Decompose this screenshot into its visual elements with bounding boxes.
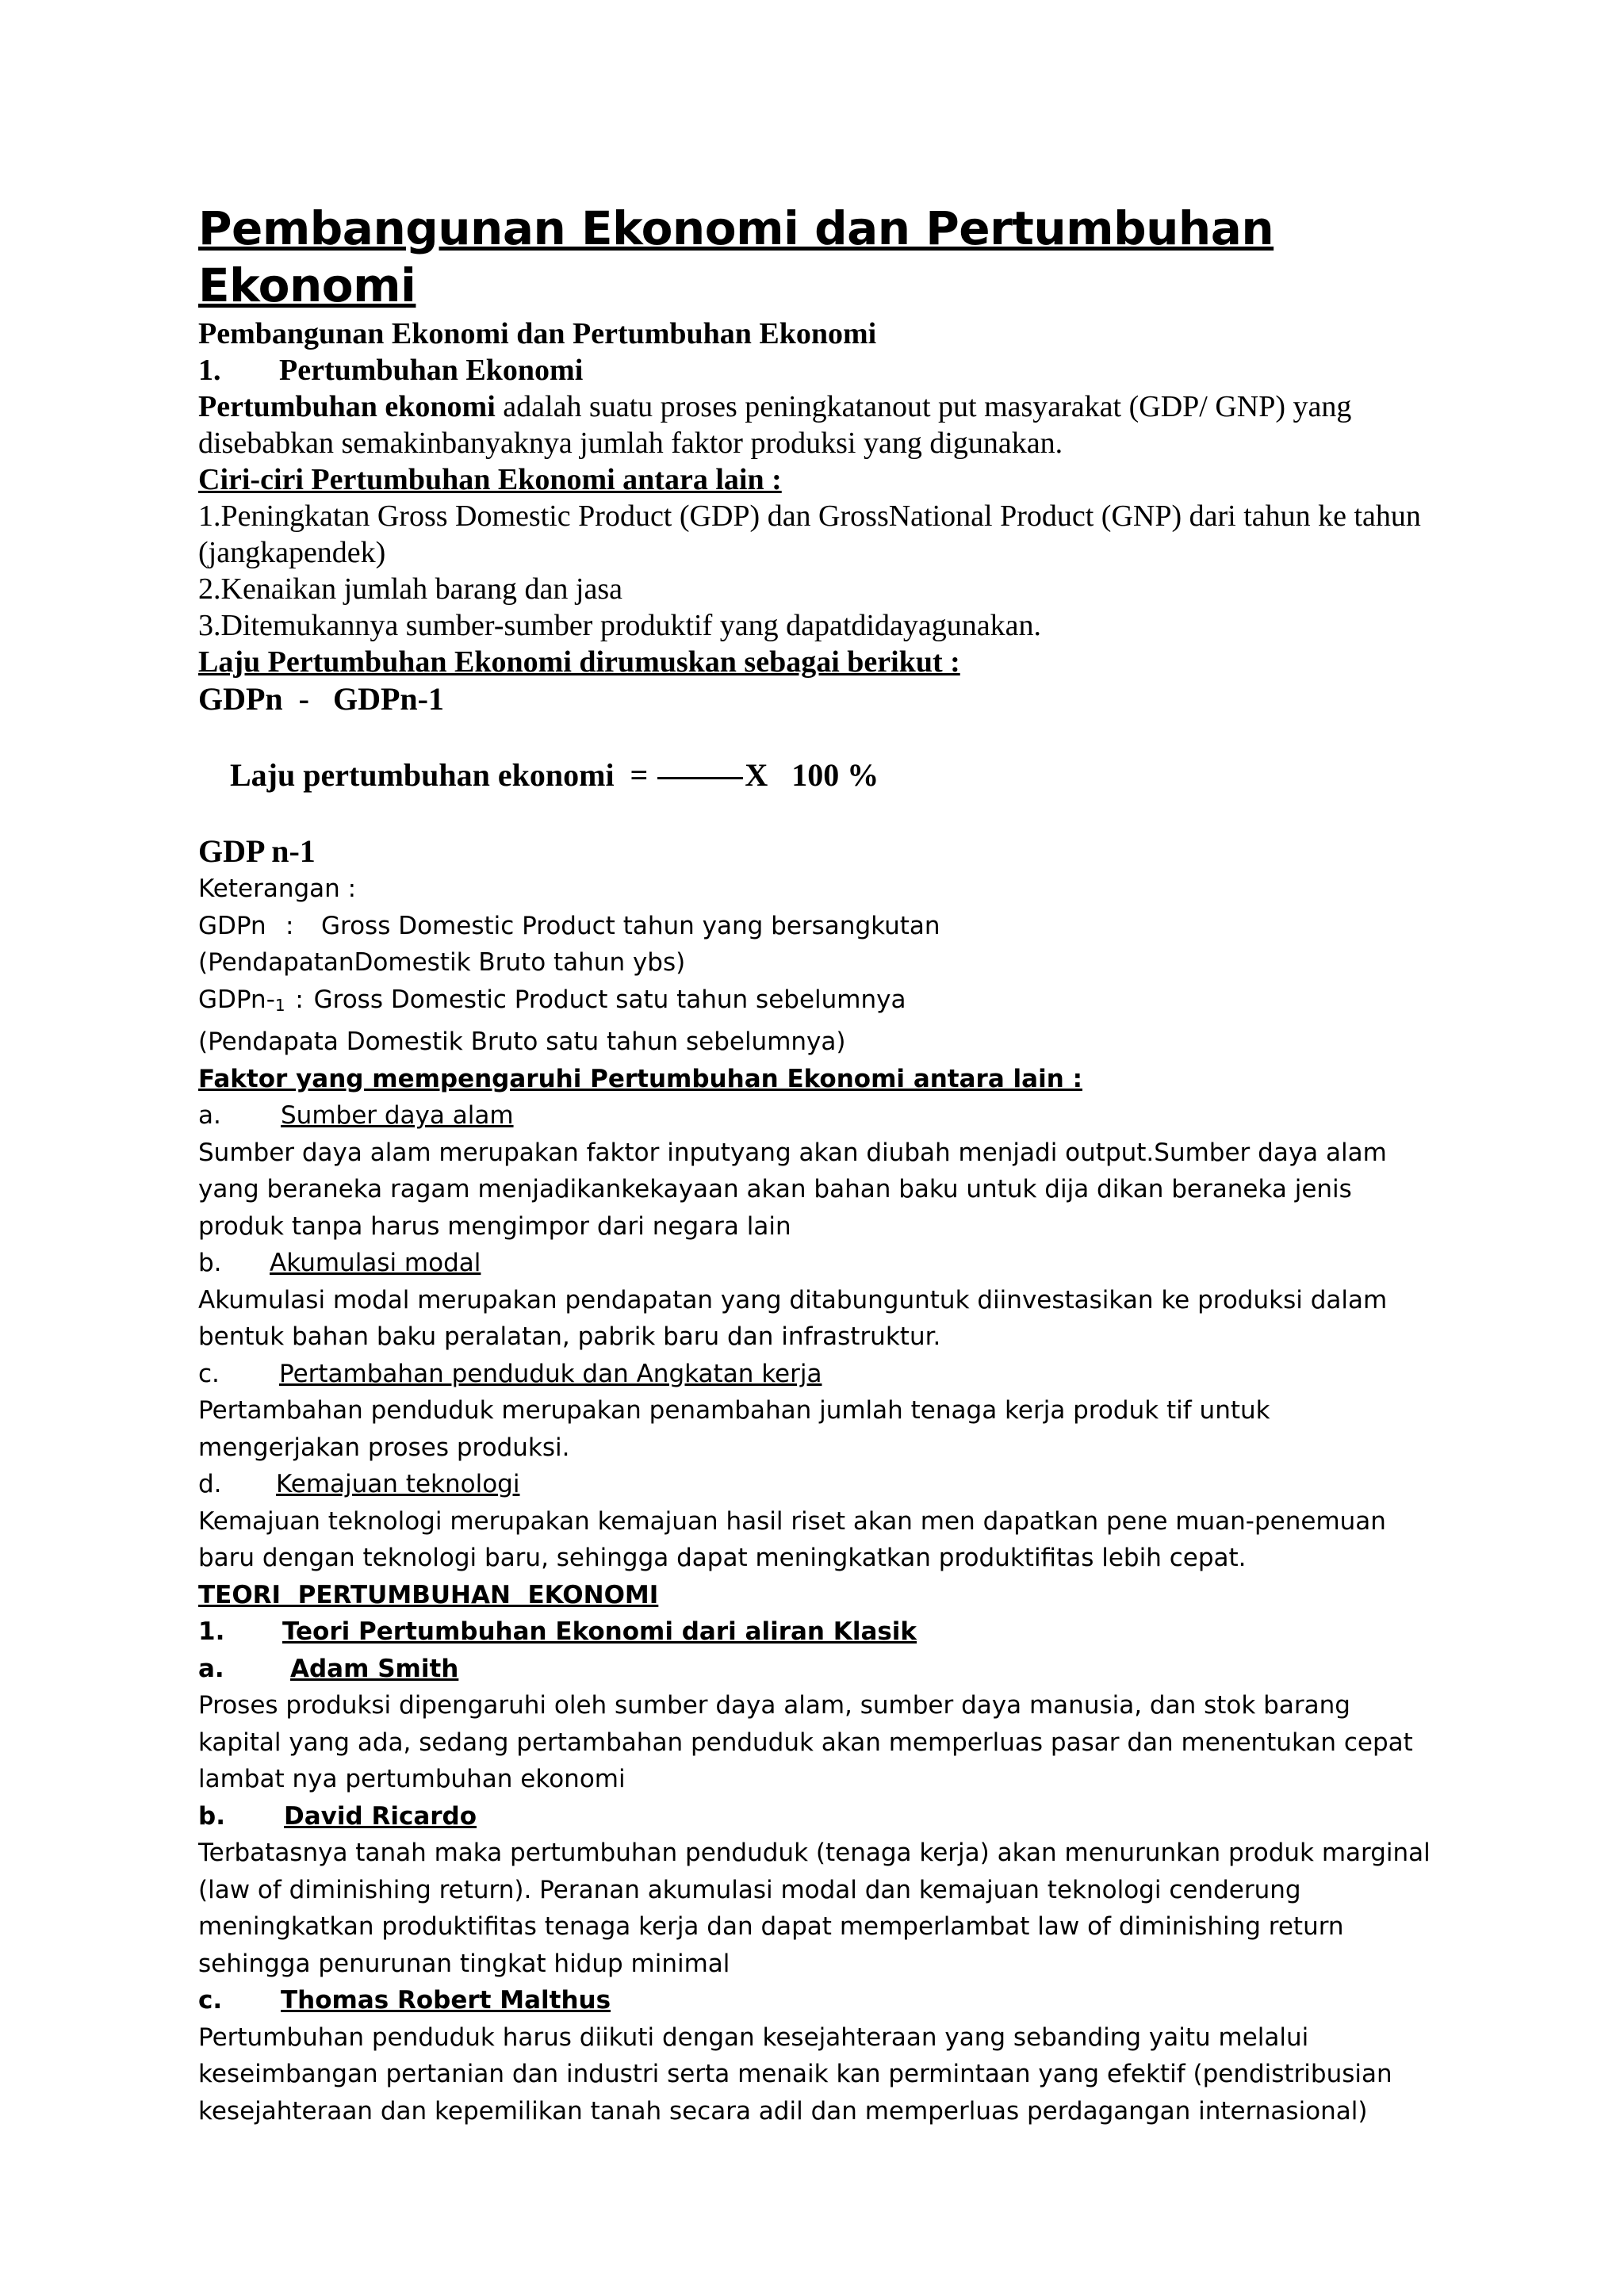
formula-left: Laju pertumbuhan ekonomi =	[230, 757, 649, 793]
section1-heading	[198, 352, 1435, 388]
teori-subheading	[198, 1613, 1435, 1651]
faktor-c-letter: c.	[198, 1359, 220, 1388]
teori-heading: TEORI PERTUMBUHAN EKONOMI	[198, 1580, 659, 1609]
keterangan-gdpn	[198, 908, 1435, 945]
section1-title: Pertumbuhan Ekonomi	[279, 354, 584, 387]
section1-definition	[198, 388, 1435, 461]
gdpn1-desc: Gross Domestic Product satu tahun sebelumnya	[313, 985, 906, 1014]
laju-heading: Laju Pertumbuhan Ekonomi dirumuskan sebagai berikut :	[198, 645, 960, 679]
ciri-item-2: 2.Kenaikan jumlah barang dan jasa	[198, 572, 622, 606]
teori-sub-number: 1.	[198, 1617, 225, 1646]
gdpn-term: GDPn	[198, 911, 266, 940]
gdpn1-sub: 1	[274, 995, 285, 1015]
teori-c-name: Thomas Robert Malthus	[281, 1986, 611, 2015]
keterangan-label: Keterangan :	[198, 874, 357, 903]
definition-text: adalah suatu proses peningkatanout put masyarakat (GDP/ GNP) yang disebabkan semakinbanyaknya jumlah faktor produksi yang digunakan.	[198, 390, 1352, 460]
faktor-a-text: Sumber daya alam merupakan faktor inputyang akan diubah menjadi output.Sumber daya alam yang beraneka ragam menjadikankekayaan akan bahan baku untuk dija dikan beraneka jenis produk tanpa harus mengimpor dari negara lain	[198, 1138, 1387, 1241]
fraction-bar	[657, 777, 743, 779]
section1-number: 1.	[198, 354, 221, 387]
keterangan-gdpn1-paren: (Pendapata Domestik Bruto satu tahun sebelumnya)	[198, 1027, 846, 1056]
faktor-b-title: Akumulasi modal	[270, 1249, 481, 1277]
faktor-d-text: Kemajuan teknologi merupakan kemajuan hasil riset akan men dapatkan pene muan-penemuan baru dengan teknologi baru, sehingga dapat meningkatkan produktifitas lebih cepat.	[198, 1506, 1386, 1572]
faktor-d-heading	[198, 1466, 1435, 1503]
document-page	[198, 200, 1435, 2130]
faktor-a-heading	[198, 1097, 1435, 1135]
faktor-c-heading	[198, 1356, 1435, 1393]
subtitle: Pembangunan Ekonomi dan Pertumbuhan Ekonomi	[198, 317, 877, 350]
gdpn-desc: Gross Domestic Product tahun yang bersangkutan	[321, 911, 940, 940]
gdpn1-sep: :	[295, 985, 304, 1014]
definition-term: Pertumbuhan ekonomi	[198, 390, 496, 423]
teori-b-heading	[198, 1798, 1435, 1835]
gdpn-sep: :	[285, 911, 294, 940]
formula-line	[198, 718, 1435, 832]
formula-numerator: GDPn - GDPn-1	[198, 681, 444, 717]
teori-sub-title: Teori Pertumbuhan Ekonomi dari aliran Klasik	[282, 1617, 917, 1646]
faktor-b-letter: b.	[198, 1249, 222, 1277]
faktor-c-title: Pertambahan penduduk dan Angkatan kerja	[279, 1359, 822, 1388]
faktor-heading: Faktor yang mempengaruhi Pertumbuhan Ekonomi antara lain :	[198, 1064, 1082, 1093]
teori-b-letter: b.	[198, 1801, 225, 1831]
keterangan-gdpn-paren: (PendapatanDomestik Bruto tahun ybs)	[198, 948, 686, 977]
faktor-c-text: Pertambahan penduduk merupakan penambahan jumlah tenaga kerja produk tif untuk mengerjakan proses produksi.	[198, 1396, 1270, 1462]
document-title: Pembangunan Ekonomi dan Pertumbuhan Ekonomi	[198, 201, 1274, 312]
faktor-b-text: Akumulasi modal merupakan pendapatan yang ditabunguntuk diinvestasikan ke produksi dalam bentuk bahan baku peralatan, pabrik baru dan infrastruktur.	[198, 1285, 1388, 1351]
teori-c-heading	[198, 1982, 1435, 2019]
keterangan-gdpn1	[198, 982, 1435, 1024]
teori-c-letter: c.	[198, 1986, 223, 2015]
faktor-d-title: Kemajuan teknologi	[276, 1470, 520, 1498]
ciri-item-3: 3.Ditemukannya sumber-sumber produktif yang dapatdidayagunakan.	[198, 609, 1041, 642]
gdpn1-term: GDPn-	[198, 985, 275, 1014]
teori-a-text: Proses produksi dipengaruhi oleh sumber daya alam, sumber daya manusia, dan stok barang kapital yang ada, sedang pertambahan penduduk akan memperluas pasar dan menentukan cepat lambat nya pertumbuhan ekonomi	[198, 1691, 1413, 1793]
ciri-item-1: 1.Peningkatan Gross Domestic Product (GDP) dan GrossNational Product (GNP) dari tahun ke tahun (jangkapendek)	[198, 499, 1421, 569]
teori-a-name: Adam Smith	[290, 1654, 459, 1683]
teori-c-text: Pertumbuhan penduduk harus diikuti dengan kesejahteraan yang sebanding yaitu melalui keseimbangan pertanian dan industri serta menaik kan permintaan yang efektif (pendistribusian kesejahteraan dan kepemilikan tanah secara adil dan memperluas perdagangan internasional)	[198, 2022, 1392, 2126]
teori-b-text: Terbatasnya tanah maka pertumbuhan penduduk (tenaga kerja) akan menurunkan produk marginal (law of diminishing return). Peranan akumulasi modal dan kemajuan teknologi cenderung meningkatkan produktifitas tenaga kerja dan dapat memperlambat law of diminishing return sehingga penurunan tingkat hidup minimal	[198, 1839, 1431, 1978]
faktor-a-title: Sumber daya alam	[281, 1101, 514, 1130]
teori-a-heading	[198, 1651, 1435, 1688]
ciri-heading: Ciri-ciri Pertumbuhan Ekonomi antara lain :	[198, 463, 782, 496]
formula-denominator: GDP n-1	[198, 833, 316, 869]
faktor-a-letter: a.	[198, 1101, 221, 1130]
faktor-d-letter: d.	[198, 1470, 222, 1498]
faktor-b-heading	[198, 1245, 1435, 1282]
teori-a-letter: a.	[198, 1654, 224, 1683]
formula-right: X 100 %	[745, 757, 879, 793]
teori-b-name: David Ricardo	[284, 1801, 477, 1831]
